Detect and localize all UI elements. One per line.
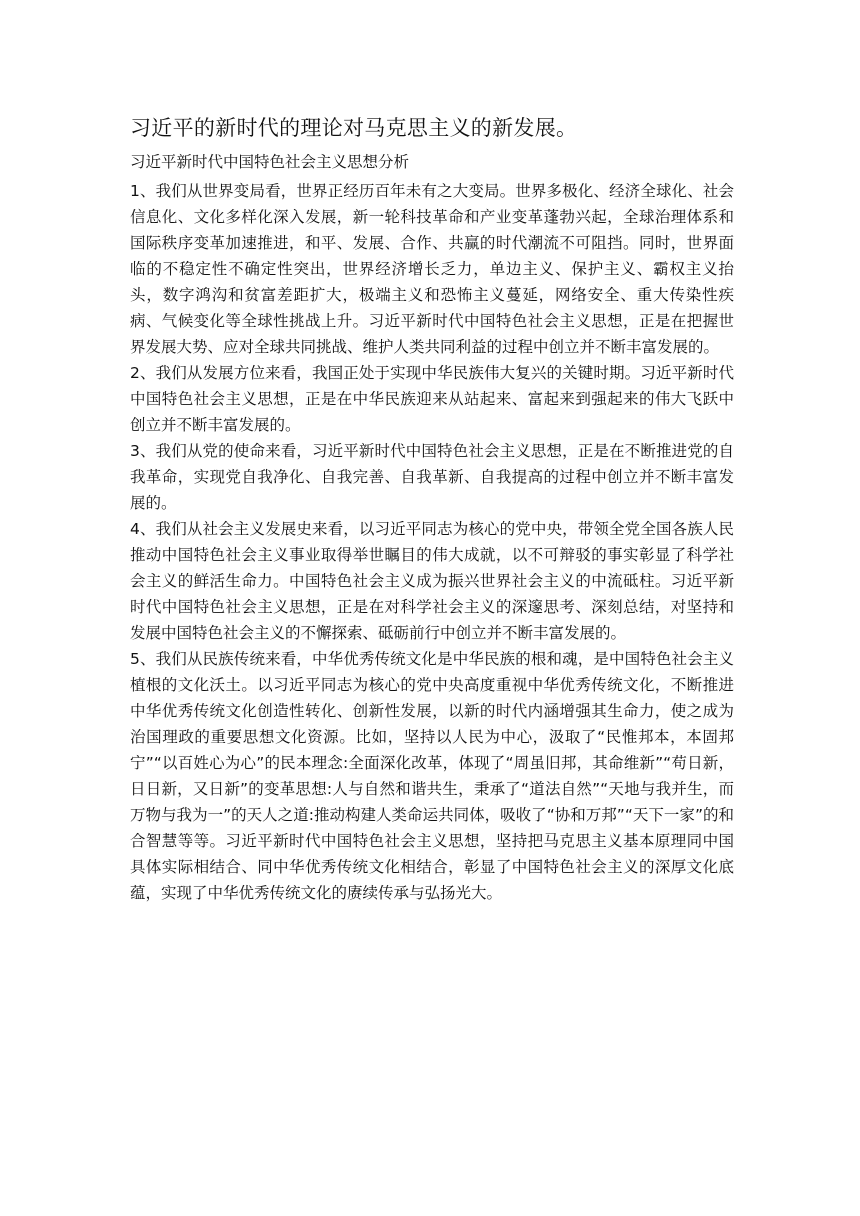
paragraph-3: 3、我们从党的使命来看，习近平新时代中国特色社会主义思想，正是在不断推进党的自我革命，实现党自我净化、自我完善、自我革新、自我提高的过程中创立并不断丰富发展的。	[130, 442, 734, 512]
paragraph-1: 1、我们从世界变局看，世界正经历百年未有之大变局。世界多极化、经济全球化、社会信息化、文化多样化深入发展，新一轮科技革命和产业变革蓬勃兴起，全球治理体系和国际秩序变革加速推进，和平、发展、合作、共赢的时代潮流不可阻挡。同时，世界面临的不稳定性不确定性突出，世界经济增长乏力，单边主义、保护主义、霸权主义抬头，数字鸿沟和贫富差距扩大，极端主义和恐怖主义蔓延，网络安全、重大传染性疾病、气候变化等全球性挑战上升。习近平新时代中国特色社会主义思想，正是在把握世界发展大势、应对全球共同挑战、维护人类共同利益的过程中创立并不断丰富发展的。	[130, 182, 734, 356]
paragraph-4: 4、我们从社会主义发展史来看，以习近平同志为核心的党中央，带领全党全国各族人民推动中国特色社会主义事业取得举世瞩目的伟大成就，以不可辩驳的事实彰显了科学社会主义的鲜活生命力。中国特色社会主义成为振兴世界社会主义的中流砥柱。习近平新时代中国特色社会主义思想，正是在对科学社会主义的深邃思考、深刻总结，对坚持和发展中国特色社会主义的不懈探索、砥砺前行中创立并不断丰富发展的。	[130, 520, 734, 642]
document-body	[130, 113, 734, 906]
document-title: 习近平的新时代的理论对马克思主义的新发展。	[130, 116, 578, 140]
document-subtitle: 习近平新时代中国特色社会主义思想分析	[130, 153, 410, 171]
paragraph-2: 2、我们从发展方位来看，我国正处于实现中华民族伟大复兴的关键时期。习近平新时代中国特色社会主义思想，正是在中华民族迎来从站起来、富起来到强起来的伟大飞跃中创立并不断丰富发展的。	[130, 364, 734, 434]
paragraph-5: 5、我们从民族传统来看，中华优秀传统文化是中华民族的根和魂，是中国特色社会主义植根的文化沃土。以习近平同志为核心的党中央高度重视中华优秀传统文化，不断推进中华优秀传统文化创造性转化、创新性发展，以新的时代内涵增强其生命力，使之成为治国理政的重要思想文化资源。比如，坚持以人民为中心，汲取了“民惟邦本，本固邦宁”“以百姓心为心”的民本理念:全面深化改革，体现了“周虽旧邦，其命维新”“苟日新，日日新，又日新”的变革思想:人与自然和谐共生，秉承了“道法自然”“天地与我并生，而万物与我为一”的天人之道:推动构建人类命运共同体，吸收了“协和万邦”“天下一家”的和合智慧等等。习近平新时代中国特色社会主义思想，坚持把马克思主义基本原理同中国具体实际相结合、同中华优秀传统文化相结合，彰显了中国特色社会主义的深厚文化底蕴，实现了中华优秀传统文化的赓续传承与弘扬光大。	[130, 650, 734, 902]
